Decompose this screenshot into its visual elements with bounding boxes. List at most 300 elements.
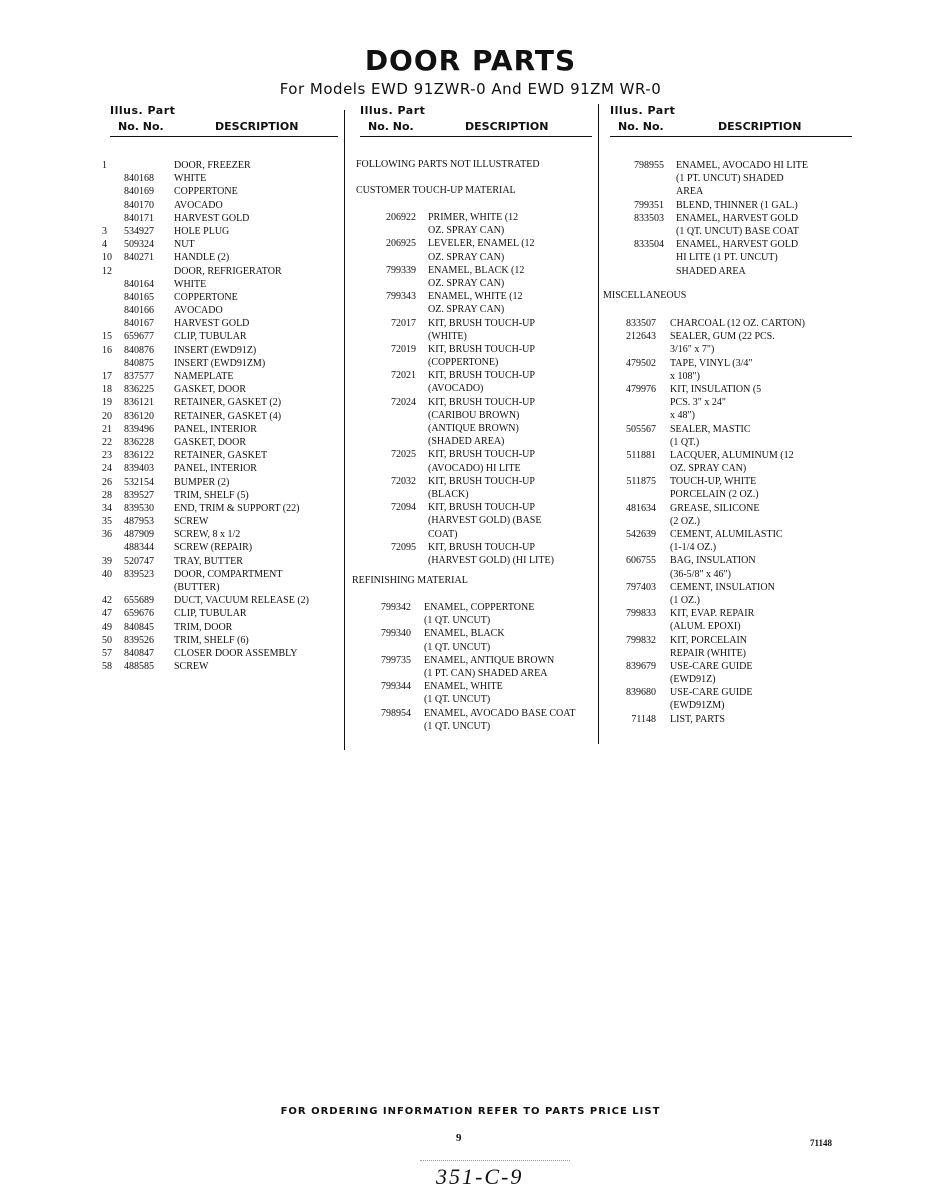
header-no-no: No. No. — [618, 120, 664, 133]
illus-number: 50 — [102, 634, 112, 646]
parts-row — [102, 410, 340, 423]
misc-list — [606, 317, 846, 726]
part-number: 799342 — [381, 602, 411, 613]
part-number: 799343 — [386, 291, 416, 303]
parts-row — [102, 462, 340, 475]
part-number: 799833 — [626, 608, 656, 620]
parts-row — [102, 159, 340, 172]
part-description: NUT — [174, 239, 195, 251]
parts-row — [102, 330, 340, 343]
header-illus-part: Illus. Part — [110, 104, 176, 117]
part-description: (ALUM. EPOXI) — [670, 621, 741, 633]
part-description: OZ. SPRAY CAN) — [428, 304, 505, 316]
parts-row — [356, 707, 596, 720]
part-number: 799351 — [634, 199, 664, 211]
part-description: (1 QT. UNCUT) — [424, 720, 491, 732]
part-description: (1 QT. UNCUT) — [424, 641, 491, 653]
part-number: 509324 — [124, 239, 154, 251]
part-number: 488344 — [124, 542, 154, 554]
parts-row — [606, 594, 846, 607]
illus-number: 28 — [102, 489, 112, 501]
part-description: KIT, BRUSH TOUCH-UP — [428, 396, 535, 408]
parts-row — [606, 238, 846, 251]
part-description: KIT, BRUSH TOUCH-UP — [428, 475, 535, 487]
part-description: (BUTTER) — [174, 582, 220, 593]
part-description: REPAIR (WHITE) — [670, 647, 747, 659]
part-description: (1 QT.) — [670, 436, 700, 448]
part-number: 839679 — [626, 660, 656, 672]
part-number: 839403 — [124, 463, 154, 475]
part-description: END, TRIM & SUPPORT (22) — [174, 502, 300, 514]
part-number: 840167 — [124, 318, 154, 330]
parts-row — [102, 251, 340, 264]
part-description: (1 PT. UNCUT) SHADED — [676, 173, 784, 185]
parts-row — [356, 409, 596, 422]
part-description: SHADED AREA — [676, 265, 746, 277]
part-number: 520747 — [124, 555, 154, 567]
parts-row — [356, 693, 596, 706]
part-description: WHITE — [174, 278, 207, 290]
parts-row — [356, 356, 596, 369]
illus-number: 40 — [102, 568, 112, 580]
column-header-3 — [610, 102, 852, 137]
part-description: BAG, INSULATION — [670, 555, 756, 567]
illus-number: 4 — [102, 239, 107, 251]
parts-row — [606, 172, 846, 185]
part-number: 839680 — [626, 687, 656, 699]
parts-row — [102, 489, 340, 502]
illus-number: 21 — [102, 423, 112, 435]
part-description: SEALER, GUM (22 PCS. — [670, 331, 775, 343]
part-number: 798955 — [634, 160, 664, 171]
part-number: 840170 — [124, 199, 154, 211]
part-description: (BLACK) — [428, 488, 469, 500]
parts-row — [356, 475, 596, 488]
part-description: (SHADED AREA) — [428, 436, 505, 448]
divider — [420, 1160, 570, 1161]
part-number: 479502 — [626, 357, 656, 369]
illus-number: 20 — [102, 410, 112, 422]
part-number: 505567 — [626, 423, 656, 435]
part-number: 71148 — [631, 713, 656, 725]
parts-row — [606, 265, 846, 278]
part-description: KIT, BRUSH TOUCH-UP — [428, 541, 535, 553]
parts-row — [606, 225, 846, 238]
parts-row — [606, 462, 846, 475]
part-description: BUMPER (2) — [174, 476, 230, 488]
part-description: (EWD91ZM) — [670, 700, 725, 712]
parts-row — [606, 699, 846, 712]
part-description: LEVELER, ENAMEL (12 — [428, 238, 535, 250]
part-description: CLOSER DOOR ASSEMBLY — [174, 647, 298, 659]
parts-row — [606, 502, 846, 515]
part-number: 511881 — [626, 449, 656, 461]
part-description: COPPERTONE — [174, 186, 238, 198]
part-description: KIT, BRUSH TOUCH-UP — [428, 502, 535, 514]
part-number: 840164 — [124, 278, 154, 290]
part-description: TAPE, VINYL (3/4" — [670, 357, 753, 369]
parts-row — [102, 317, 340, 330]
parts-row — [102, 291, 340, 304]
part-number: 840168 — [124, 173, 154, 185]
header-no-no: No. No. — [368, 120, 414, 133]
part-number: 487953 — [124, 516, 154, 528]
parts-row — [606, 343, 846, 356]
part-number: 72021 — [391, 370, 416, 382]
part-description: COPPERTONE — [174, 291, 238, 303]
parts-row — [102, 634, 340, 647]
parts-row — [606, 436, 846, 449]
part-number: 655689 — [124, 595, 154, 607]
part-description: ENAMEL, COPPERTONE — [424, 602, 535, 613]
parts-row — [102, 476, 340, 489]
part-number: 799344 — [381, 681, 411, 693]
parts-row — [606, 212, 846, 225]
part-description: (36-5/8" x 46") — [670, 568, 731, 580]
parts-row — [102, 304, 340, 317]
parts-row — [606, 251, 846, 264]
part-description: KIT, PORCELAIN — [670, 634, 748, 646]
part-number: 839530 — [124, 502, 154, 514]
part-description: SCREW, 8 x 1/2 — [174, 529, 241, 541]
part-description: DUCT, VACUUM RELEASE (2) — [174, 595, 310, 607]
part-description: OZ. SPRAY CAN) — [428, 251, 505, 263]
part-description: ENAMEL, HARVEST GOLD — [676, 212, 799, 224]
not-illustrated-heading: FOLLOWING PARTS NOT ILLUSTRATED — [356, 159, 540, 170]
part-description: (2 OZ.) — [670, 515, 700, 527]
illus-number: 36 — [102, 529, 112, 541]
part-number: 606755 — [626, 555, 656, 567]
parts-row — [102, 660, 340, 673]
parts-row — [606, 634, 846, 647]
part-description: (HARVEST GOLD) (HI LITE) — [428, 554, 554, 566]
part-number: 72032 — [391, 475, 416, 487]
column-header-2 — [360, 102, 592, 137]
parts-row — [356, 237, 596, 250]
part-description: INSERT (EWD91ZM) — [174, 357, 266, 369]
parts-row — [606, 475, 846, 488]
parts-row — [356, 448, 596, 461]
part-number: 836225 — [124, 384, 154, 396]
part-description: ENAMEL, BLACK — [424, 628, 505, 640]
part-description: TOUCH-UP, WHITE — [670, 476, 757, 488]
part-description: x 48") — [670, 410, 695, 422]
part-description: ENAMEL, AVOCADO HI LITE — [676, 160, 809, 171]
part-description: KIT, BRUSH TOUCH-UP — [428, 343, 535, 355]
part-number: 659677 — [124, 331, 154, 343]
part-description: 3/16" x 7") — [670, 344, 715, 356]
parts-row — [606, 159, 846, 172]
part-description: CEMENT, ALUMILASTIC — [670, 529, 783, 540]
parts-row — [606, 686, 846, 699]
header-description: DESCRIPTION — [465, 120, 549, 133]
parts-row — [606, 317, 846, 330]
parts-row — [102, 238, 340, 251]
parts-row — [356, 528, 596, 541]
part-description: PANEL, INTERIOR — [174, 423, 257, 435]
part-description: ENAMEL, WHITE (12 — [428, 291, 523, 303]
part-description: (1 QT. UNCUT) — [424, 694, 491, 706]
header-illus-part: Illus. Part — [610, 104, 676, 117]
part-description: KIT, BRUSH TOUCH-UP — [428, 317, 535, 329]
illus-number: 35 — [102, 516, 112, 528]
illus-number: 58 — [102, 661, 112, 673]
part-number: 487909 — [124, 529, 154, 541]
illus-number: 22 — [102, 436, 112, 448]
parts-row — [102, 581, 340, 594]
part-description: DOOR, COMPARTMENT — [174, 568, 283, 580]
parts-row — [102, 383, 340, 396]
parts-row — [606, 528, 846, 541]
part-description: HANDLE (2) — [174, 252, 230, 264]
part-description: OZ. SPRAY CAN) — [428, 225, 505, 237]
part-number: 836228 — [124, 436, 154, 448]
part-description: (AVOCADO) HI LITE — [428, 462, 521, 474]
part-description: INSERT (EWD91Z) — [174, 344, 257, 356]
part-description: DOOR, FREEZER — [174, 160, 251, 171]
illus-number: 47 — [102, 608, 112, 620]
parts-row — [356, 541, 596, 554]
parts-row — [606, 713, 846, 726]
part-description: DOOR, REFRIGERATOR — [174, 265, 282, 277]
part-description: SCREW — [174, 516, 209, 528]
part-description: KIT, BRUSH TOUCH-UP — [428, 449, 535, 461]
part-number: 542639 — [626, 529, 656, 540]
part-description: USE-CARE GUIDE — [670, 687, 753, 699]
part-number: 837577 — [124, 371, 154, 382]
parts-row — [606, 660, 846, 673]
parts-row — [102, 396, 340, 409]
part-number: 72017 — [391, 317, 416, 329]
illus-number: 19 — [102, 397, 112, 409]
part-description: HI LITE (1 PT. UNCUT) — [676, 252, 778, 264]
refinishing-list — [356, 601, 596, 733]
parts-row — [102, 185, 340, 198]
part-description: TRIM, SHELF (6) — [174, 634, 249, 646]
part-description: AREA — [676, 186, 704, 198]
part-number: 488585 — [124, 661, 154, 673]
illus-number: 34 — [102, 502, 112, 514]
parts-row — [606, 554, 846, 567]
parts-row — [606, 409, 846, 422]
parts-row — [356, 435, 596, 448]
part-number: 840876 — [124, 344, 154, 356]
part-number: 839496 — [124, 423, 154, 435]
parts-row — [102, 436, 340, 449]
ordering-footer: FOR ORDERING INFORMATION REFER TO PARTS PRICE LIST — [280, 1106, 661, 1117]
part-number: 839523 — [124, 568, 154, 580]
part-description: ENAMEL, WHITE — [424, 681, 503, 693]
part-number: 72024 — [391, 396, 416, 408]
column-header-1 — [110, 102, 338, 137]
paint-list — [606, 159, 846, 278]
part-number: 72094 — [391, 502, 416, 514]
part-description: HARVEST GOLD — [174, 212, 250, 224]
part-description: SCREW (REPAIR) — [174, 542, 253, 554]
parts-row — [606, 541, 846, 554]
parts-row — [606, 581, 846, 594]
part-number: 799340 — [381, 628, 411, 640]
parts-row — [356, 601, 596, 614]
parts-row — [606, 620, 846, 633]
part-description: PANEL, INTERIOR — [174, 463, 257, 475]
illus-number: 49 — [102, 621, 112, 633]
part-number: 840271 — [124, 252, 154, 264]
illus-number: 23 — [102, 450, 112, 462]
part-number: 72019 — [391, 343, 416, 355]
part-description: LACQUER, ALUMINUM (12 — [670, 449, 794, 461]
header-description: DESCRIPTION — [718, 120, 802, 133]
part-number: 206922 — [386, 212, 416, 223]
part-description: (1 QT. UNCUT) — [424, 615, 491, 627]
part-description: (1 QT. UNCUT) BASE COAT — [676, 225, 799, 237]
part-description: ENAMEL, ANTIQUE BROWN — [424, 654, 555, 666]
part-description: AVOCADO — [174, 305, 223, 317]
part-description: OZ. SPRAY CAN) — [670, 463, 747, 475]
part-description: x 108") — [670, 370, 700, 382]
handwritten-note: 351-C-9 — [436, 1164, 524, 1189]
parts-row — [102, 607, 340, 620]
part-description: ENAMEL, AVOCADO BASE COAT — [424, 707, 576, 719]
parts-row — [356, 667, 596, 680]
part-description: TRAY, BUTTER — [174, 555, 243, 567]
parts-row — [356, 514, 596, 527]
parts-row — [606, 673, 846, 686]
part-number: 481634 — [626, 502, 656, 514]
parts-row — [606, 607, 846, 620]
part-number: 840169 — [124, 186, 154, 198]
part-description: KIT, BRUSH TOUCH-UP — [428, 370, 535, 382]
parts-row — [606, 383, 846, 396]
part-description: TRIM, SHELF (5) — [174, 489, 249, 501]
part-number: 833507 — [626, 318, 656, 329]
part-number: 206925 — [386, 238, 416, 250]
part-number: 839526 — [124, 634, 154, 646]
header-description: DESCRIPTION — [215, 120, 299, 133]
part-number: 72025 — [391, 449, 416, 461]
parts-row — [102, 225, 340, 238]
parts-row — [102, 278, 340, 291]
parts-row — [356, 224, 596, 237]
parts-row — [356, 396, 596, 409]
part-number: 836122 — [124, 450, 154, 462]
illus-number: 57 — [102, 647, 112, 659]
part-description: USE-CARE GUIDE — [670, 660, 753, 672]
part-description: (HARVEST GOLD) (BASE — [428, 515, 542, 527]
part-description: CLIP, TUBULAR — [174, 331, 247, 343]
part-description: TRIM, DOOR — [174, 621, 233, 633]
part-description: GASKET, DOOR — [174, 384, 247, 396]
part-number: 840847 — [124, 647, 154, 659]
part-number: 659676 — [124, 608, 154, 620]
parts-row — [102, 344, 340, 357]
parts-row — [102, 357, 340, 370]
parts-row — [606, 185, 846, 198]
part-number: 799735 — [381, 654, 411, 666]
part-description: CHARCOAL (12 OZ. CARTON) — [670, 318, 805, 329]
part-description: RETAINER, GASKET — [174, 450, 268, 462]
parts-row — [356, 251, 596, 264]
part-description: GREASE, SILICONE — [670, 502, 760, 514]
part-description: HARVEST GOLD — [174, 318, 250, 330]
part-number: 511875 — [626, 476, 656, 488]
part-number: 840171 — [124, 212, 154, 224]
part-description: ENAMEL, HARVEST GOLD — [676, 239, 799, 251]
parts-row — [356, 303, 596, 316]
illus-number: 39 — [102, 555, 112, 567]
page-subtitle: For Models EWD 91ZWR-0 And EWD 91ZM WR-0 — [279, 80, 662, 98]
illus-number: 42 — [102, 595, 112, 607]
part-number: 532154 — [124, 476, 154, 488]
part-description: SCREW — [174, 661, 209, 673]
parts-row — [356, 641, 596, 654]
part-number: 797403 — [626, 581, 656, 593]
parts-row — [356, 501, 596, 514]
parts-row — [102, 199, 340, 212]
part-description: KIT, INSULATION (5 — [670, 383, 762, 395]
part-description: AVOCADO — [174, 199, 223, 211]
parts-row — [102, 212, 340, 225]
part-number: 479976 — [626, 383, 656, 395]
parts-row — [356, 627, 596, 640]
parts-row — [102, 515, 340, 528]
part-number: 840165 — [124, 291, 154, 303]
part-description: COAT) — [428, 528, 458, 540]
parts-row — [102, 370, 340, 383]
parts-row — [102, 555, 340, 568]
parts-row — [606, 568, 846, 581]
part-number: 840845 — [124, 621, 154, 633]
part-description: CEMENT, INSULATION — [670, 581, 775, 593]
illus-number: 18 — [102, 384, 112, 396]
part-description: PORCELAIN (2 OZ.) — [670, 489, 759, 501]
illus-number: 24 — [102, 463, 112, 475]
parts-row — [102, 502, 340, 515]
parts-row — [356, 369, 596, 382]
parts-row — [102, 647, 340, 660]
parts-row — [356, 211, 596, 224]
parts-row — [606, 515, 846, 528]
parts-row — [606, 370, 846, 383]
part-number: 833503 — [634, 212, 664, 224]
illus-number: 12 — [102, 265, 112, 277]
page-title: DOOR PARTS — [364, 44, 577, 77]
parts-row — [356, 264, 596, 277]
part-number: 839527 — [124, 489, 154, 501]
document-code: 71148 — [810, 1138, 833, 1148]
part-number: 836120 — [124, 410, 154, 422]
parts-row — [356, 317, 596, 330]
parts-row — [606, 488, 846, 501]
parts-row — [356, 330, 596, 343]
parts-row — [102, 594, 340, 607]
part-description: (WHITE) — [428, 330, 467, 342]
parts-row — [606, 423, 846, 436]
part-description: BLEND, THINNER (1 GAL.) — [676, 199, 798, 211]
part-description: OZ. SPRAY CAN) — [428, 277, 505, 289]
part-number: 212643 — [626, 331, 656, 343]
part-description: (COPPERTONE) — [428, 357, 499, 369]
parts-row — [102, 528, 340, 541]
part-number: 534927 — [124, 225, 154, 237]
parts-row — [356, 290, 596, 303]
parts-row — [356, 680, 596, 693]
parts-row — [102, 621, 340, 634]
header-illus-part: Illus. Part — [360, 104, 426, 117]
part-description: RETAINER, GASKET (4) — [174, 410, 282, 422]
part-description: KIT, EVAP. REPAIR — [670, 608, 755, 620]
illus-number: 1 — [102, 160, 107, 171]
